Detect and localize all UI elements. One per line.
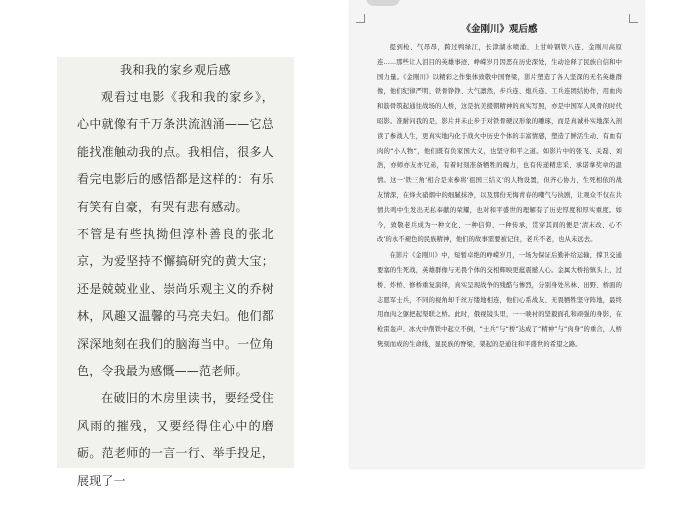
crop-mark-icon [356, 14, 365, 23]
crop-mark-icon [629, 14, 638, 23]
page-tab-marker [366, 0, 400, 6]
left-document-paragraph: 观看过电影《我和我的家乡》，心中就像有千万条洪流汹涌——它总能找准触动我的点。我相信，很多人看完电影后的感悟都是这样的：有乐有笑有自豪，有哭有悲有感动。 [77, 90, 274, 214]
right-document-title: 《金刚川》观后感 [461, 24, 538, 35]
right-document-paragraph: 提到枪、气昂昂，跨过鸭绿江，长津湖水喷涌、上甘岭钢铁八连、金刚川高原连……那些让人泪目的英雄事迹、峥嵘岁月因恶在历史深处，生动诠释了民族自信和中国力量。《金刚川》以精彩之作集体致敬中国脊梁，影片塑造了各人坚深的无名英雄群像，他们纪律严明、铁骨铮铮、大气凛然，步兵连、炮兵连、工兵连团结协作，用血肉和筋骨筑起通往战场的人桥，这是抗美援朝精神的真实写照，亦是中国军人风骨的时代昭影。准耐问我的是，影片并未止步于对铁骨硬汉形象的雕琢，而是真诚朴实地深入剖读了参战人生，更真实地内化于战火中历史个体的丰富情感，塑造了鲜活生动、有血有肉的“小人物”，他们既有负家国大义，也坚守和平之道。如影片中的张飞、关磊、刘浩，亦师亦友亦兄弟，有着时刻准备牺牲的魄力，也有传递精忠采、承诺拿奖章的温情。这一‘铁三角’相合是来参将‘祖国三结义’的人物设置，但齐心协力、生死相依的战友情深，在烽火硝烟中的细腻抹净，以及那份无悔青春的嘲气与执剧，让观众不仅在共情共鸣中生发出无私奉献的荣耀，也对和平盛世的理解有了历史厚度和厚实重度。如今，致敬老兵成为一种文化、一种信仰、一种传承，贯穿其间的便是‘清末改、心不改’的永不褪色的民族精神，他们的故事需要被记住，老兵不老，也从未远去。 [377, 44, 622, 244]
left-document-page [57, 57, 294, 488]
left-document-paragraph: 不管是有些执拗但淳朴善良的张北京，为爱坚持不懈搞研究的黄大宝；还是兢兢业业、崇尚乐观主义的乔树林，风趣又温馨的马亮夫妇。他们都深深地刻在我们的脑海当中。一位角色，令我最为感慨——范老师。 [77, 227, 274, 379]
left-document-title: 我和我的家乡观后感 [120, 63, 231, 77]
right-document-paragraph: 在影片《金刚川》中，短暂卓绝的峥嵘岁月，一场为保证后勤补给运输，撑卫交通要塞的生死战，英雄群像与无畏个体的交相辉映更蕴震撼人心。金属大桥抬镇头上，过桥、炸桥、修桥重复演绎，真实呈现战争的残酷与惨烈，分别身处丛林、田野、桥面的志愿军士兵，不同的视角却千丝万缕地相连，他们心系战友、无畏牺牲坚守阵地，最终用血肉之躯把起渠联之桥。此时，俄视镜头里，一一映衬的坚毅面孔和顽强的身影，在枪雷轰声、冰火中削铁中起立不倒，“士兵”与“桥”达成了“精神”与“肉身”的重合，人桥隽刻而成的生命线，显民族的脊梁，架起的是通往和平盛世的希望之路。 [377, 252, 622, 348]
right-document-page [350, 0, 644, 468]
left-document-paragraph: 在破旧的木房里读书，要经受住风雨的摧残，又要经得住心中的磨砺。范老师的一言一行、举手投足，展现了一 [77, 391, 274, 488]
